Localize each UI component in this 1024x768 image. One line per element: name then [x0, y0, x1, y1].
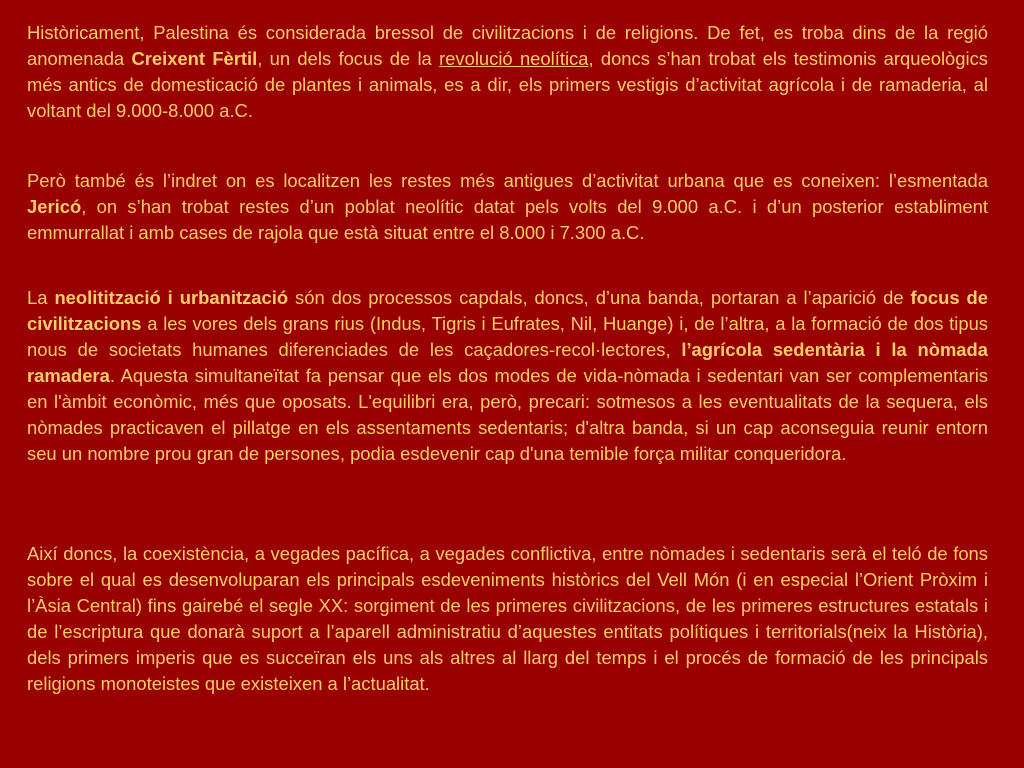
p2-text-1: Però també és l’indret on es localitzen les restes més antigues d’activitat urbana que es coneixen: l’esmentada: [27, 170, 988, 191]
p3-text-3: a les vores dels grans rius (Indus, Tigris i Eufrates, Nil, Huange) i, de l’altra, a la formació de dos tipus nous de societats humanes diferenciades de les caçadores-recol·lectores,: [27, 313, 988, 360]
p3-bold-neolititzacio: neolitització i urbanització: [54, 287, 289, 308]
p1-text-1: Històricament, Palestina és considerada bressol de civilitzacions i de religions. De fet, es troba dins de la regió anomenada: [27, 22, 988, 69]
paragraph-neolititzacio: [27, 285, 988, 467]
p3-text-4: . Aquesta simultaneïtat fa pensar que els dos modes de vida-nòmada i sedentari van ser complementaris en l'àmbit econòmic, més que oposats. L'equilibri era, però, precari: sotmesos a les eventualitats de la sequera, els nòmades practicaven el pillatge en els assentaments sedentaris; d'altra banda, si un cap aconseguia reunir entorn seu un nombre prou gran de persones, podia esdevenir cap d'una temible força militar conqueridora.: [27, 365, 988, 464]
p1-text-3: , doncs s’han trobat els testimonis arqueològics més antics de domesticació de plantes i animals, es a dir, els primers vestigis d’activitat agrícola i de ramaderia, al voltant del 9.000-8.000 a.C.: [27, 48, 988, 121]
p3-text-2: són dos processos capdals, doncs, d’una banda, portaran a l’aparició de: [288, 287, 911, 308]
link-revolucio-neolitica[interactable]: revolució neolítica: [439, 48, 589, 69]
p3-bold-focus: focus de civilitzacions: [27, 287, 988, 334]
p4-text-1: Així doncs, la coexistència, a vegades pacífica, a vegades conflictiva, entre nòmades i sedentaris serà el teló de fons sobre el qual es desenvoluparan els principals esdeveniments històrics del Vell Món (i en especial l’Orient Pròxim i l’Àsia Central) fins gairebé el segle XX: sorgiment de les primeres civilitzacions, de les primeres estructures estatals i de l’escriptura que donarà suport a l’aparell administratiu d’aquestes entitats polítiques i territorials(neix la Història), dels primers imperis que es succeïran els uns als altres al llarg del temps i el procés de formació de les principals religions monoteistes que existeixen a l’actualitat.: [27, 543, 988, 694]
p3-bold-agricola-nomada: l’agrícola sedentària i la nòmada ramadera: [27, 339, 988, 386]
p1-text-2: , un dels focus de la: [257, 48, 440, 69]
paragraph-coexistencia: [27, 541, 988, 697]
p3-text-1: La: [27, 287, 55, 308]
paragraph-jerico: [27, 168, 988, 246]
p1-bold-creixent-fertil: Creixent Fèrtil: [131, 48, 258, 69]
p2-bold-jerico: Jericó: [27, 196, 82, 217]
p2-text-2: , on s’han trobat restes d’un poblat neolític datat pels volts del 9.000 a.C. i d’un posterior establiment emmurrallat i amb cases de rajola que està situat entre el 8.000 i 7.300 a.C.: [27, 196, 988, 243]
paragraph-creixent-fertil: [27, 20, 988, 124]
